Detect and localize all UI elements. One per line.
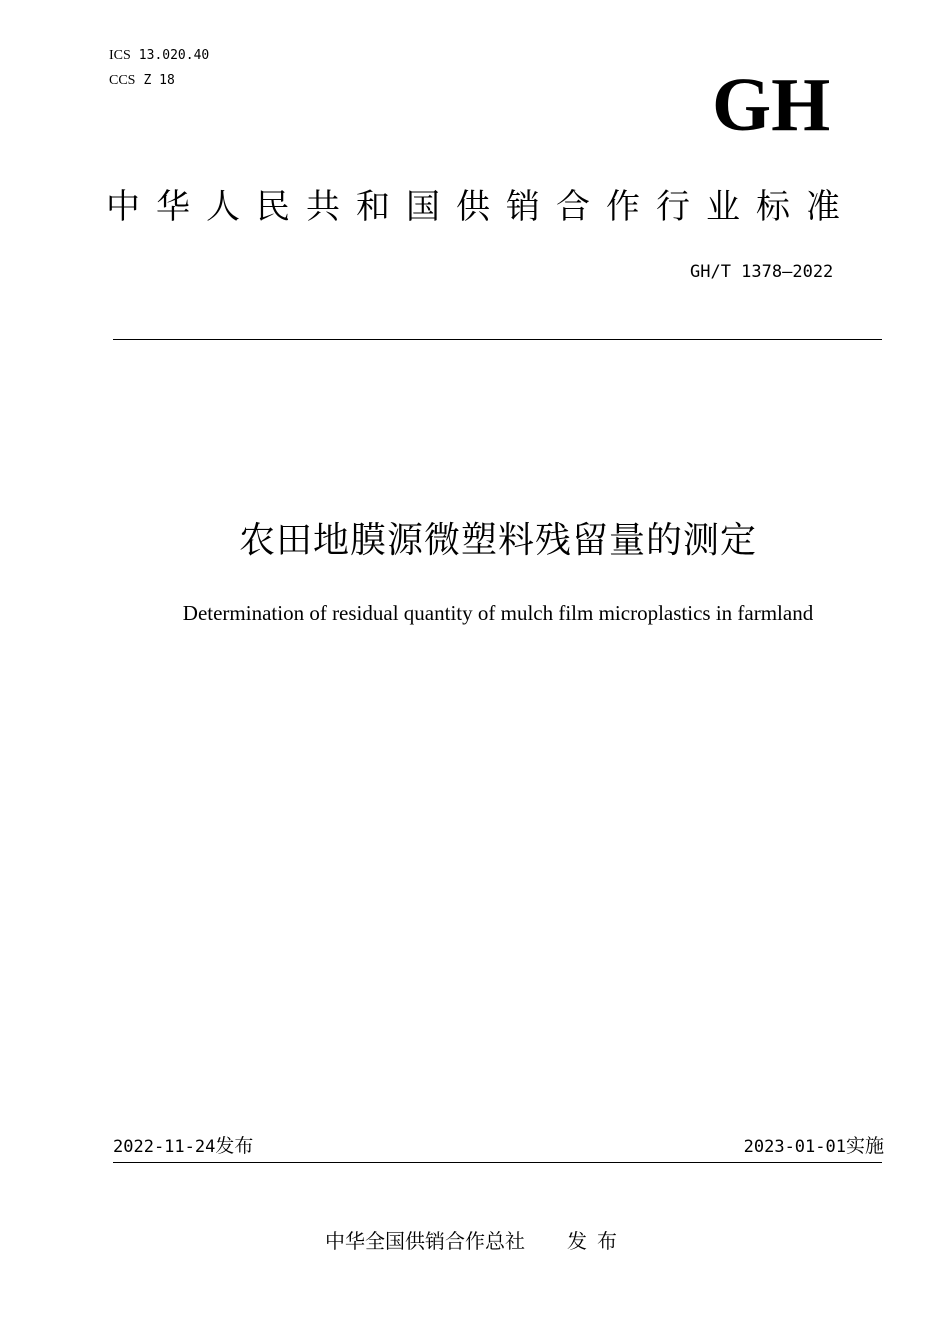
effective-date-block [744, 1134, 884, 1159]
ccs-code: Z 18 [143, 73, 175, 88]
top-divider [113, 339, 882, 340]
header-title: 中华人民共和国供销合作行业标准 [106, 187, 856, 227]
publisher-name: 中华全国供销合作总社 [325, 1229, 525, 1253]
document-title-cn: 农田地膜源微塑料残留量的测定 [238, 520, 757, 561]
publish-label: 发布 [215, 1135, 254, 1157]
effective-date: 2023-01-01 [743, 1137, 846, 1157]
ccs-label: CCS [109, 73, 136, 88]
ics-line [109, 48, 209, 64]
publish-date: 2022-11-24 [113, 1137, 216, 1157]
gh-logo: GH [712, 63, 831, 147]
document-title-en: Determination of residual quantity of mulch film microplastics in farmland [182, 601, 814, 625]
publisher-label: 发布 [567, 1229, 627, 1253]
publisher-line [325, 1228, 627, 1254]
bottom-divider [113, 1162, 882, 1163]
ics-code: 13.020.40 [138, 48, 210, 63]
publish-date-block [113, 1134, 253, 1159]
effective-label: 实施 [845, 1135, 884, 1157]
standard-number: GH/T 1378—2022 [690, 262, 834, 282]
ccs-line [109, 73, 175, 89]
ics-label: ICS [109, 48, 131, 63]
